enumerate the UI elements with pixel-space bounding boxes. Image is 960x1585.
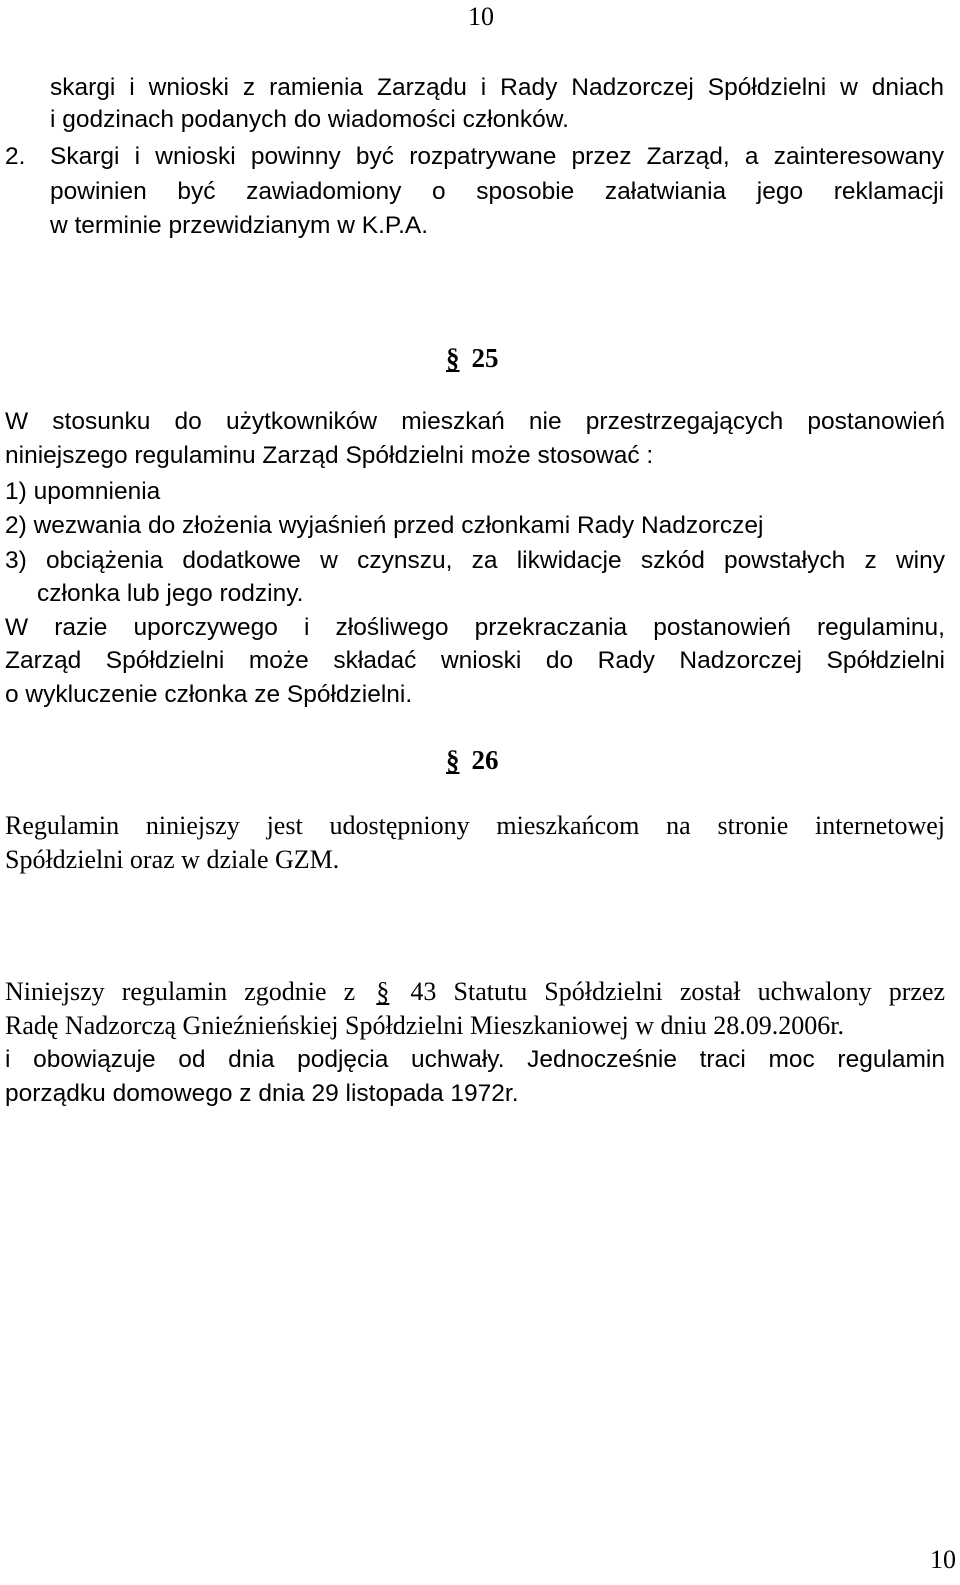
closing-line-1-end: 43 Statutu Spółdzielni został uchwalony przez [410,977,946,1006]
section-26-heading [446,744,499,776]
section-sign-icon: § [446,745,460,775]
closing-line-1 [5,976,945,1008]
section-25-list-item-1: 1) upomnienia [5,478,161,505]
section-25-list-item-3-cont: członka lub jego rodziny. [37,580,304,607]
section-25-intro-line-1: W stosunku do użytkowników mieszkań nie przestrzegających postanowień [5,408,945,435]
page-number-top: 10 [468,2,494,31]
closing-line-4: porządku domowego z dnia 29 listopada 1972r. [5,1080,519,1107]
section-25-number: 25 [471,343,499,373]
section-25-outro-line-1: W razie uporczywego i złośliwego przekraczania postanowień regulaminu, [5,614,945,641]
section-26-line-2: Spółdzielni oraz w dziale GZM. [5,845,340,874]
section-26-line-1: Regulamin niniejszy jest udostępniony mieszkańcom na stronie internetowej [5,811,945,840]
item-2-line-2: powinien być zawiadomiony o sposobie załatwiania jego reklamacji [50,178,944,205]
section-25-list-item-2: 2) wezwania do złożenia wyjaśnień przed członkami Rady Nadzorczej [5,512,764,539]
section-sign-icon: § [376,977,390,1006]
page-number-bottom: 10 [930,1545,956,1574]
item-2-line-3: w terminie przewidzianym w K.P.A. [50,212,429,239]
continuation-line-2: i godzinach podanych do wiadomości członków. [50,106,569,133]
section-25-list-item-3: 3) obciążenia dodatkowe w czynszu, za likwidacje szkód powstałych z winy [5,547,945,574]
section-sign-icon: § [446,343,460,373]
closing-line-1-start: Niniejszy regulamin zgodnie z [5,977,356,1006]
section-25-outro-line-3: o wykluczenie członka ze Spółdzielni. [5,681,413,708]
section-25-outro-line-2: Zarząd Spółdzielni może składać wnioski do Rady Nadzorczej Spółdzielni [5,647,945,674]
section-26-number: 26 [471,745,499,775]
continuation-line-1: skargi i wnioski z ramienia Zarządu i Rady Nadzorczej Spółdzielni w dniach [50,74,944,101]
closing-line-2: Radę Nadzorczą Gnieźnieńskiej Spółdzielni Mieszkaniowej w dniu 28.09.2006r. [5,1011,845,1040]
section-25-heading [446,342,499,374]
closing-line-3: i obowiązuje od dnia podjęcia uchwały. Jednocześnie traci moc regulamin [5,1046,945,1073]
item-2-number: 2. [5,143,26,170]
item-2-line-1: Skargi i wnioski powinny być rozpatrywane przez Zarząd, a zainteresowany [50,143,944,170]
section-25-intro-line-2: niniejszego regulaminu Zarząd Spółdzielni może stosować : [5,442,654,469]
